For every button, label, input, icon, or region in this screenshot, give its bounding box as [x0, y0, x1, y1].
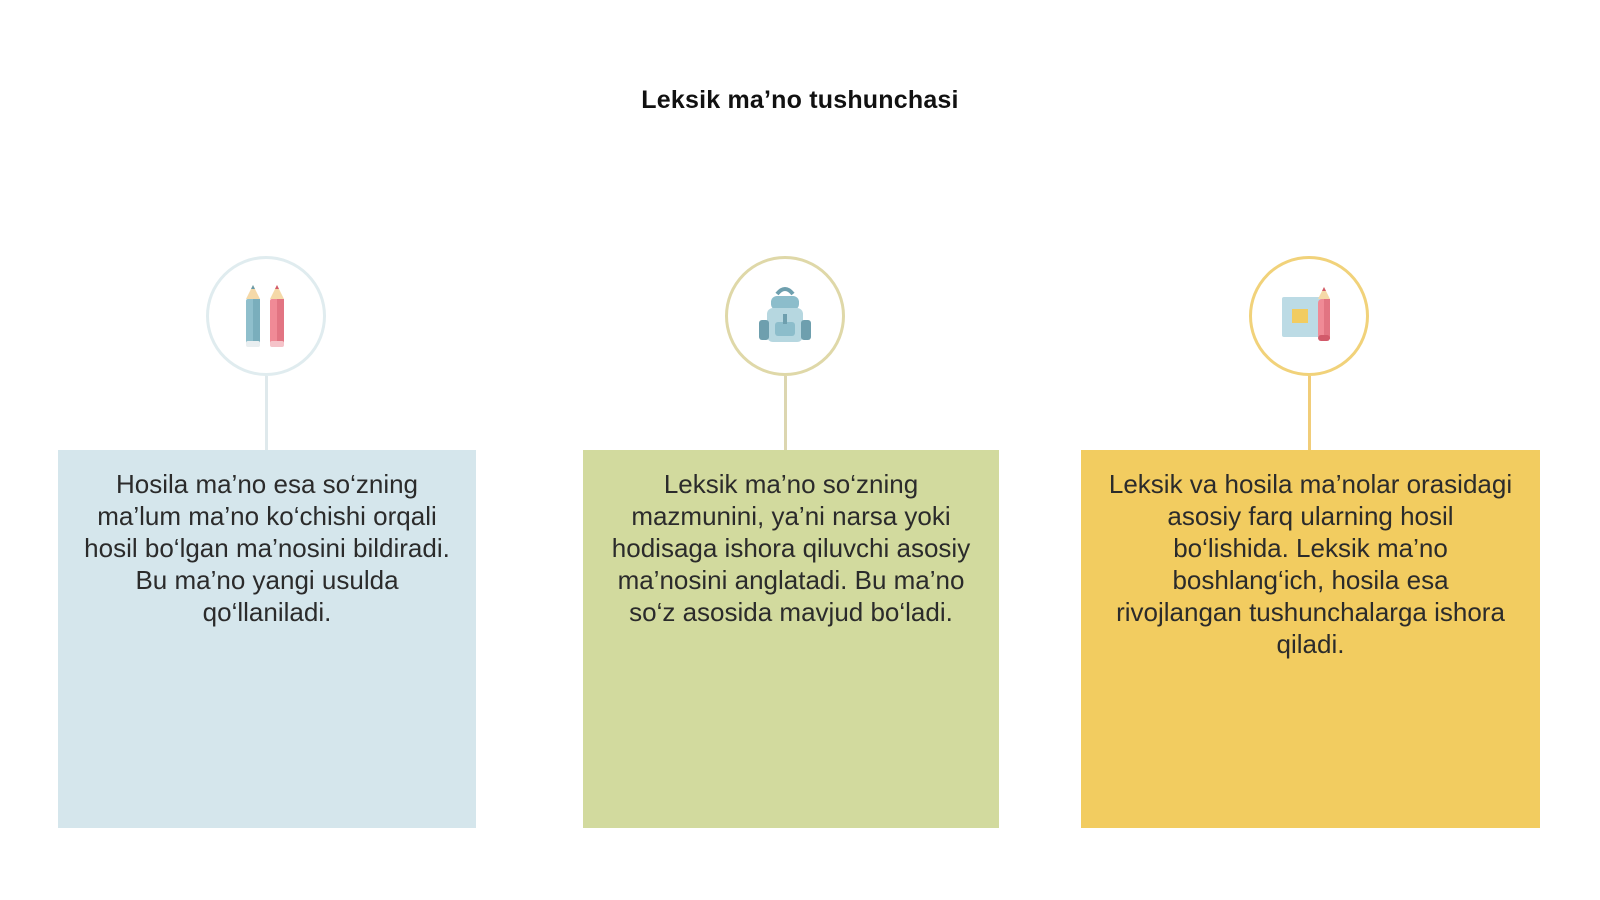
concept-card-2: [583, 450, 999, 828]
card-text-1: Hosila ma’no esa so‘zning ma’lum ma’no ko‘chishi orqali hosil bo‘lgan ma’nosini bildiradi. Bu ma’no yangi usulda qo‘llaniladi.: [84, 469, 450, 627]
card-text-3: Leksik va hosila ma’nolar orasidagi asosiy farq ularning hosil bo‘lishida. Leksik ma’no boshlang‘ich, hosila esa rivojlangan tushunchalarga ishora qiladi.: [1108, 469, 1513, 659]
concept-card-1: [58, 450, 476, 828]
pencils-icon: [236, 281, 296, 351]
concept-card-3: [1081, 450, 1540, 828]
backpack-icon: [753, 284, 817, 348]
sketchbook-pencil-icon: [1276, 283, 1342, 349]
page-title: Leksik ma’no tushunchasi: [641, 86, 959, 114]
icon-circle-3: [1249, 256, 1369, 376]
icon-circle-2: [725, 256, 845, 376]
icon-circle-1: [206, 256, 326, 376]
connector-line-1: [265, 376, 268, 450]
connector-line-2: [784, 376, 787, 450]
card-text-2: Leksik ma’no so‘zning mazmunini, ya’ni narsa yoki hodisaga ishora qiluvchi asosiy ma’nosini anglatadi. Bu ma’no so‘z asosida mavjud bo‘ladi.: [611, 469, 971, 627]
connector-line-3: [1308, 376, 1311, 450]
